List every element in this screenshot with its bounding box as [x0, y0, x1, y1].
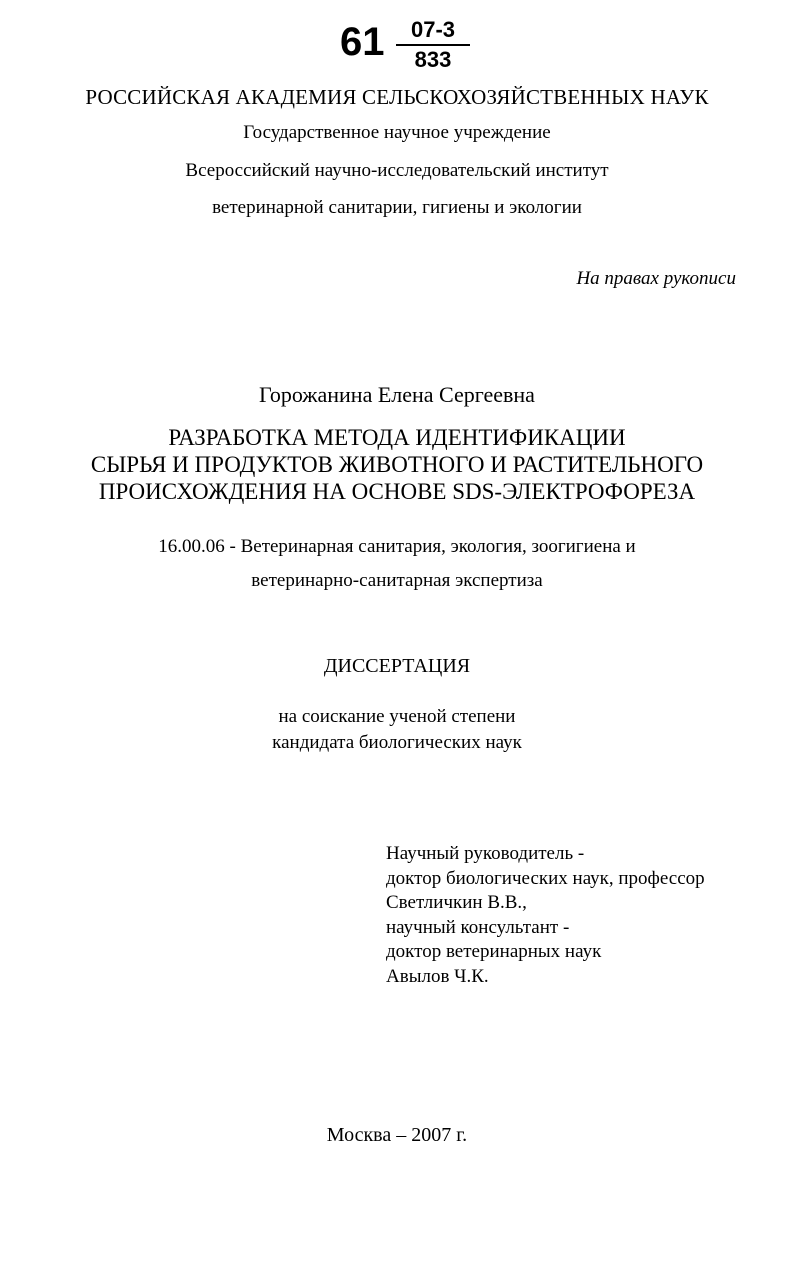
dissertation-title [0, 424, 794, 505]
supervisors-block [386, 842, 705, 989]
library-code-main: 61 [340, 20, 385, 64]
fraction-bar [396, 44, 470, 46]
manuscript-note: На правах рукописи [576, 268, 736, 289]
supervisor-line: Авылов Ч.К. [386, 965, 489, 987]
library-code-fraction [396, 18, 470, 72]
author-name: Горожанина Елена Сергеевна [259, 382, 535, 407]
academy-name: РОССИЙСКАЯ АКАДЕМИЯ СЕЛЬСКОХОЗЯЙСТВЕННЫХ НАУК [85, 85, 709, 109]
supervisor-line: Светличкин В.В., [386, 892, 527, 913]
supervisor-line: научный консультант - [386, 916, 570, 938]
degree-line-1: на соискание ученой степени [278, 706, 516, 727]
title-line: РАЗРАБОТКА МЕТОДА ИДЕНТИФИКАЦИИ [168, 425, 626, 450]
institution-type: Государственное научное учреждение [243, 122, 551, 143]
institute-line-1: Всероссийский научно-исследовательский институт [185, 160, 609, 181]
title-line: ПРОИСХОЖДЕНИЯ НА ОСНОВЕ SDS-ЭЛЕКТРОФОРЕЗА [98, 479, 696, 504]
institute-line-2: ветеринарной санитарии, гигиены и экологии [212, 197, 582, 218]
specialty-line-2: ветеринарно-санитарная экспертиза [251, 570, 543, 591]
library-code-denominator: 833 [414, 47, 452, 72]
city-year: Москва – 2007 г. [326, 1124, 468, 1146]
degree-line-2: кандидата биологических наук [272, 732, 522, 753]
library-code-numerator: 07-3 [410, 17, 456, 42]
supervisor-line: Научный руководитель - [386, 843, 585, 864]
specialty-line-1: 16.00.06 - Ветеринарная санитария, экология, зоогигиена и [158, 536, 636, 557]
title-line: СЫРЬЯ И ПРОДУКТОВ ЖИВОТНОГО И РАСТИТЕЛЬНОГО [90, 452, 704, 477]
supervisor-line: доктор биологических наук, профессор [386, 867, 705, 889]
supervisor-line: доктор ветеринарных наук [386, 941, 602, 962]
document-type: ДИССЕРТАЦИЯ [323, 655, 471, 677]
